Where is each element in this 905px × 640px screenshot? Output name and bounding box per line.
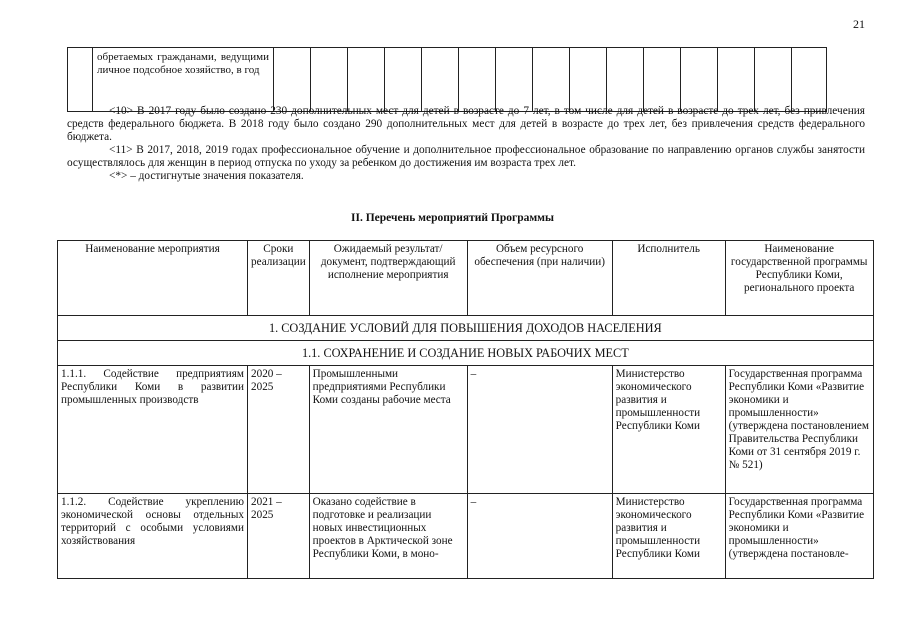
table-row xyxy=(68,48,827,112)
table-cell xyxy=(718,48,755,112)
indicator-name-cell: обретаемых гражданами, ведущими личное подсобное хозяйство, в год xyxy=(93,48,274,112)
table-cell xyxy=(496,48,533,112)
section-title: II. Перечень мероприятий Программы xyxy=(351,212,554,224)
section-heading: 1. СОЗДАНИЕ УСЛОВИЙ ДЛЯ ПОВЫШЕНИЯ ДОХОДОВ НАСЕЛЕНИЯ xyxy=(58,316,874,341)
measure-resources: – xyxy=(467,366,612,494)
measure-resources: – xyxy=(467,494,612,579)
section-row xyxy=(58,316,874,341)
measure-name: 1.1.2. Содействие укреплению экономической основы отдельных территорий с особыми условиями хозяйствования xyxy=(58,494,248,579)
measure-period: 2020 – 2025 xyxy=(248,366,310,494)
header-executor: Исполнитель xyxy=(612,241,725,316)
header-resources: Объем ресурсного обеспечения (при наличии) xyxy=(467,241,612,316)
table-cell xyxy=(274,48,311,112)
table-cell xyxy=(385,48,422,112)
measure-program: Государственная программа Республики Коми «Развитие экономики и промышленности» (утверждена постановлением Правительства Республики Коми от 31 сентября 2019 г. № 521) xyxy=(725,366,873,494)
table-cell xyxy=(607,48,644,112)
measure-result: Оказано содействие в подготовке и реализации новых инвестиционных проектов в Арктической зоне Республики Коми, в моно- xyxy=(309,494,467,579)
header-program: Наименование государственной программы Республики Коми, регионального проекта xyxy=(725,241,873,316)
measure-executor: Министерство экономического развития и промышленности Республики Коми xyxy=(612,494,725,579)
footnotes xyxy=(67,105,865,183)
table-cell xyxy=(311,48,348,112)
table-cell xyxy=(681,48,718,112)
table-cell xyxy=(68,48,93,112)
program-measures-table xyxy=(57,240,874,579)
table-cell xyxy=(348,48,385,112)
table-row xyxy=(58,366,874,494)
measure-name: 1.1.1. Содействие предприятиям Республики Коми в развитии промышленных производств xyxy=(58,366,248,494)
measure-executor: Министерство экономического развития и промышленности Республики Коми xyxy=(612,366,725,494)
header-period: Сроки реализации xyxy=(248,241,310,316)
table-cell xyxy=(422,48,459,112)
footnote-11: <11> В 2017, 2018, 2019 годах профессиональное обучение и дополнительное профессиональное образование по направлению органов службы занятости осуществлялось для женщин в период отпуска по уходу за ребенком до достижения им возраста трех лет. xyxy=(67,144,865,169)
subsection-heading: 1.1. СОХРАНЕНИЕ И СОЗДАНИЕ НОВЫХ РАБОЧИХ МЕСТ xyxy=(58,341,874,366)
table-header-row xyxy=(58,241,874,316)
measure-period: 2021 – 2025 xyxy=(248,494,310,579)
page-number: 21 xyxy=(853,17,865,31)
table-cell xyxy=(755,48,792,112)
table-cell xyxy=(570,48,607,112)
table-cell xyxy=(533,48,570,112)
indicator-table-continuation xyxy=(67,47,827,112)
footnote-achieved: <*> – достигнутые значения показателя. xyxy=(109,170,304,182)
table-row xyxy=(58,494,874,579)
table-cell xyxy=(644,48,681,112)
header-expected-result: Ожидаемый результат/документ, подтверждающий исполнение мероприятия xyxy=(309,241,467,316)
subsection-row xyxy=(58,341,874,366)
measure-program: Государственная программа Республики Коми «Развитие экономики и промышленности» (утверждена постановле- xyxy=(725,494,873,579)
footnote-10: <10> В 2017 году было создано 230 дополнительных мест для детей в возрасте до 7 лет, в том числе для детей в возрасте до трех лет, без привлечения средств федерального бюджета. В 2018 году было создано 290 дополнительных мест для детей в возрасте до трех лет, без привлечения средств федерального бюджета. xyxy=(67,105,865,143)
header-measure-name: Наименование мероприятия xyxy=(58,241,248,316)
table-cell xyxy=(459,48,496,112)
measure-result: Промышленными предприятиями Республики Коми созданы рабочие места xyxy=(309,366,467,494)
table-cell xyxy=(792,48,827,112)
